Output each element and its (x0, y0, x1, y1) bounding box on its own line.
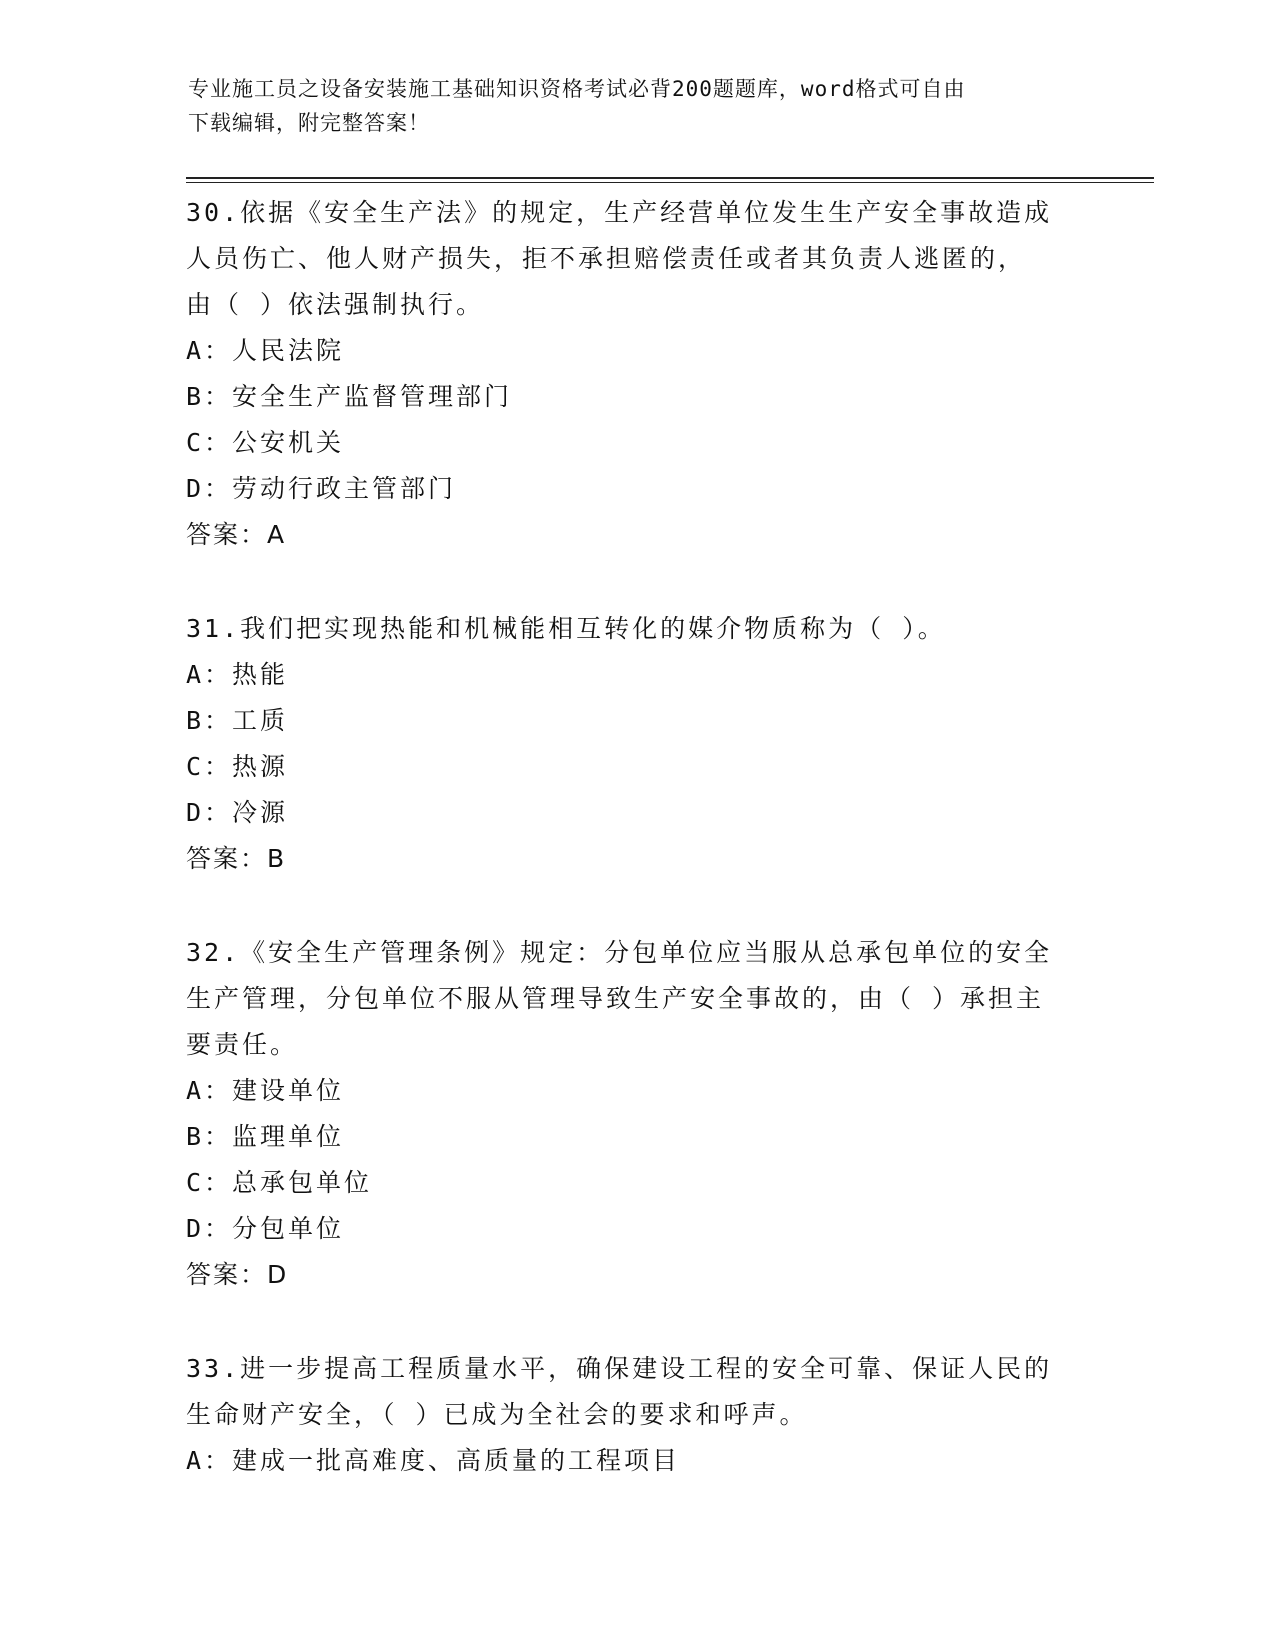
question-30 (186, 190, 1086, 558)
question-32 (186, 930, 1086, 1298)
option-d: D：分包单位 (186, 1214, 345, 1243)
question-text-line: 人员伤亡、他人财产损失，拒不承担赔偿责任或者其负责人逃匿的， (186, 244, 1027, 273)
question-text-line: 要责任。 (186, 1030, 299, 1059)
question-text-line: 32.《安全生产管理条例》规定：分包单位应当服从总承包单位的安全 (186, 938, 1053, 967)
answer-label: 答案：A (186, 520, 287, 549)
question-text-line: 生产管理，分包单位不服从管理导致生产安全事故的，由（ ）承担主 (186, 984, 1045, 1013)
option-a: A：建设单位 (186, 1076, 345, 1105)
question-list (186, 190, 1086, 1532)
question-text-line: 31.我们把实现热能和机械能相互转化的媒介物质称为（ ）。 (186, 614, 946, 643)
option-c: C：总承包单位 (186, 1168, 373, 1197)
option-c: C：热源 (186, 752, 289, 781)
answer-label: 答案：B (186, 844, 287, 873)
option-c: C：公安机关 (186, 428, 345, 457)
header-divider-thick (186, 177, 1154, 179)
question-31 (186, 606, 1086, 882)
question-text-line: 30.依据《安全生产法》的规定，生产经营单位发生生产安全事故造成 (186, 198, 1053, 227)
header-line-1: 专业施工员之设备安装施工基础知识资格考试必背200题题库，word格式可自由 (188, 77, 966, 101)
question-text-line: 生命财产安全，（ ）已成为全社会的要求和呼声。 (186, 1400, 808, 1429)
option-a: A：热能 (186, 660, 289, 689)
option-d: D：劳动行政主管部门 (186, 474, 457, 503)
question-text-line: 33.进一步提高工程质量水平，确保建设工程的安全可靠、保证人民的 (186, 1354, 1053, 1383)
option-a: A：人民法院 (186, 336, 345, 365)
answer-label: 答案：D (186, 1260, 289, 1289)
question-text-line: 由（ ）依法强制执行。 (186, 290, 485, 319)
option-b: B：安全生产监督管理部门 (186, 382, 513, 411)
option-a: A：建成一批高难度、高质量的工程项目 (186, 1446, 681, 1475)
question-33 (186, 1346, 1086, 1484)
option-b: B：监理单位 (186, 1122, 345, 1151)
page-header (188, 72, 1068, 140)
header-line-2: 下载编辑，附完整答案！ (188, 111, 430, 135)
option-b: B：工质 (186, 706, 289, 735)
option-d: D：冷源 (186, 798, 289, 827)
header-divider-thin (186, 182, 1154, 183)
